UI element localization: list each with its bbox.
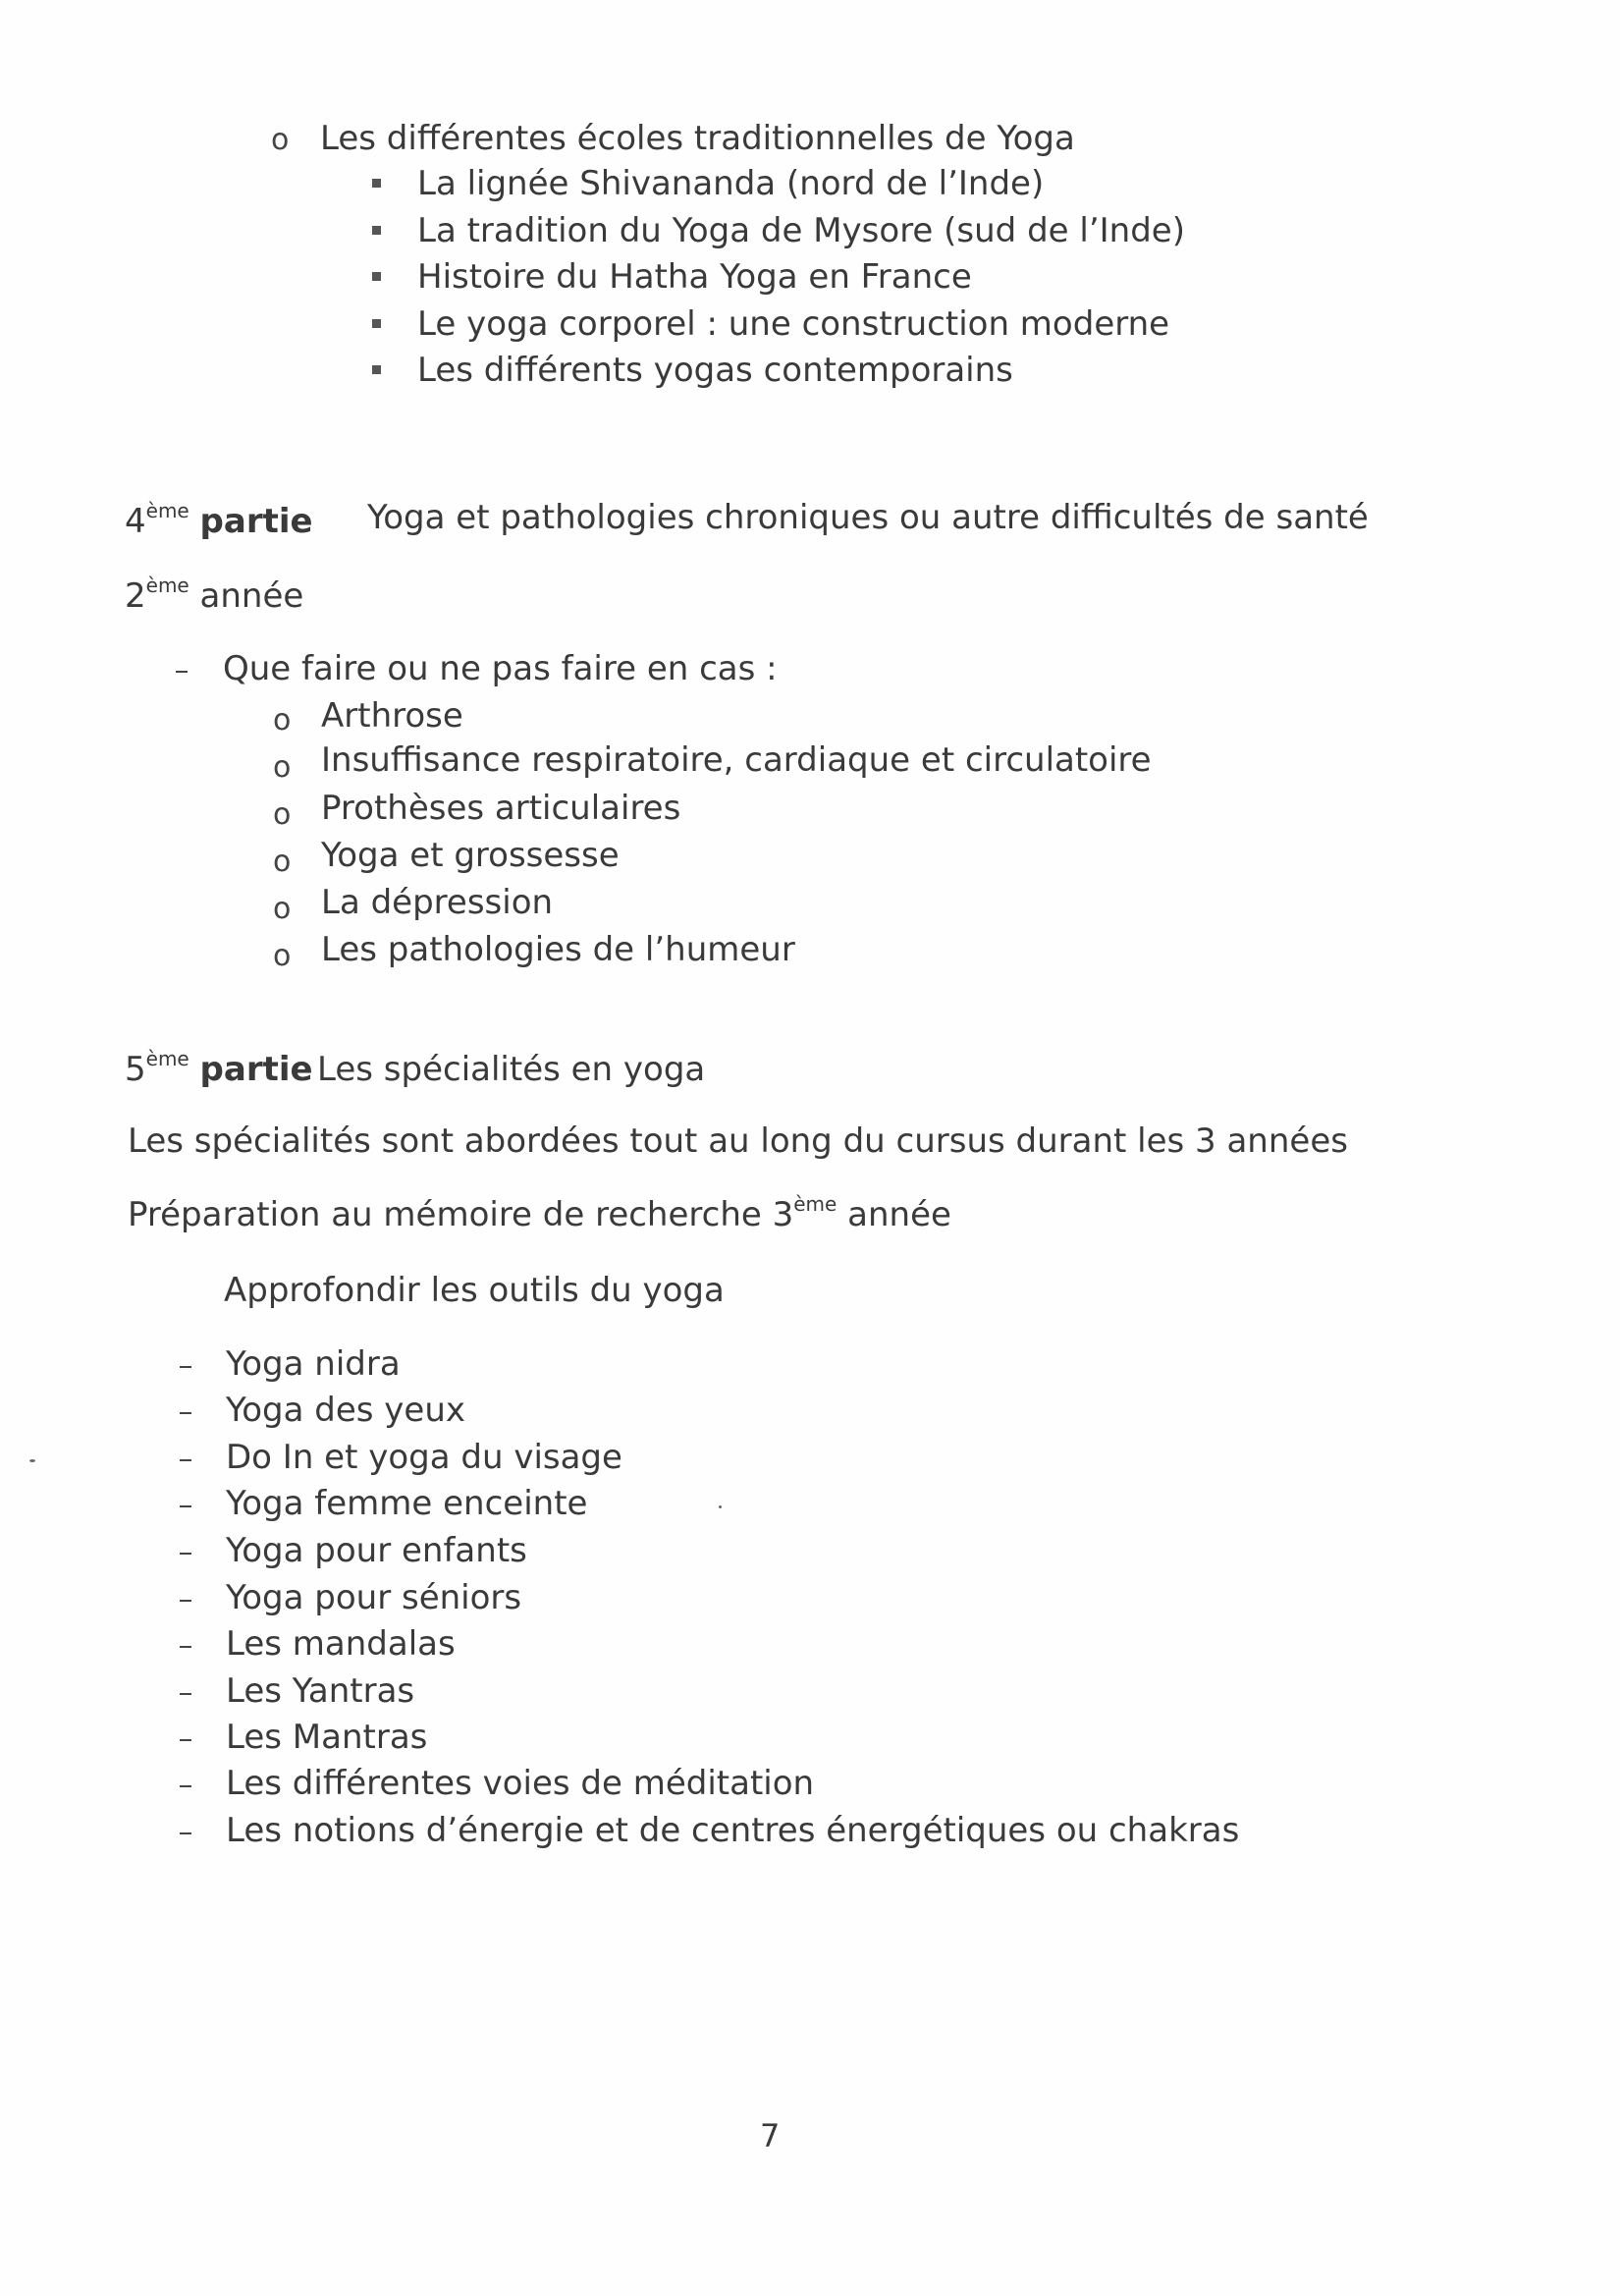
specialty-item: Les différentes voies de méditation (226, 1764, 815, 1803)
part4-title: Yoga et pathologies chroniques ou autre difficultés de santé (367, 498, 1369, 537)
circle-bullet-icon: o (273, 797, 292, 832)
part4-word: partie (199, 502, 313, 541)
page-number: 7 (760, 2117, 781, 2155)
school-item: Les différents yogas contemporains (417, 351, 1013, 390)
condition-item: Yoga et grossesse (321, 836, 620, 875)
condition-item: Prothèses articulaires (321, 789, 681, 828)
condition-item: Les pathologies de l’humeur (321, 930, 795, 969)
specialty-item: Les mandalas (226, 1624, 456, 1664)
specialty-item: Yoga femme enceinte (226, 1484, 588, 1523)
school-item: La tradition du Yoga de Mysore (sud de l’Inde) (417, 211, 1185, 250)
square-bullet-icon (372, 272, 381, 281)
part5-number: 5 (125, 1050, 146, 1089)
part5-para2 (128, 1192, 951, 1234)
dash-bullet-icon (180, 1832, 191, 1834)
part4-label (125, 499, 313, 541)
square-bullet-icon (372, 365, 381, 374)
para2-year: année (847, 1195, 951, 1234)
school-item: La lignée Shivananda (nord de l’Inde) (417, 164, 1045, 203)
dash-bullet-icon (176, 671, 188, 673)
dash-bullet-icon (180, 1412, 191, 1414)
scan-speck (29, 1459, 35, 1462)
dash-bullet-icon (180, 1785, 191, 1787)
dash-bullet-icon (180, 1553, 191, 1555)
dash-bullet-icon (180, 1646, 191, 1648)
specialty-item: Yoga des yeux (226, 1391, 466, 1430)
part4-sup: ème (145, 499, 189, 522)
year-number: 2 (125, 576, 146, 616)
specialty-item: Yoga pour séniors (226, 1578, 522, 1617)
schools-heading: Les différentes écoles traditionnelles de Yoga (320, 119, 1075, 158)
condition-item: Arthrose (321, 696, 463, 736)
para2-text: Préparation au mémoire de recherche 3 (128, 1195, 794, 1234)
specialty-item: Yoga pour enfants (226, 1531, 527, 1570)
circle-bullet-icon: o (273, 750, 292, 785)
year-sup: ème (145, 574, 189, 597)
condition-item: Insuffisance respiratoire, cardiaque et circulatoire (321, 740, 1152, 780)
circle-bullet-icon: o (273, 703, 292, 738)
dash-bullet-icon (180, 1366, 191, 1368)
condition-item: La dépression (321, 883, 554, 922)
circle-bullet-icon: o (273, 892, 292, 926)
dash-bullet-icon (180, 1459, 191, 1461)
part4-intro: Que faire ou ne pas faire en cas : (223, 649, 778, 688)
specialty-item: Les Mantras (226, 1718, 428, 1757)
part5-para1: Les spécialités sont abordées tout au long du cursus durant les 3 années (128, 1121, 1348, 1161)
part4-number: 4 (125, 502, 146, 541)
square-bullet-icon (372, 319, 381, 328)
tools-heading: Approfondir les outils du yoga (224, 1271, 725, 1310)
specialty-item: Les notions d’énergie et de centres énergétiques ou chakras (226, 1811, 1240, 1850)
square-bullet-icon (372, 226, 381, 235)
specialty-item: Les Yantras (226, 1671, 415, 1711)
specialty-item: Yoga nidra (226, 1344, 401, 1384)
part5-sup: ème (145, 1047, 189, 1070)
dash-bullet-icon (180, 1505, 191, 1507)
dash-bullet-icon (180, 1600, 191, 1602)
part4-year (125, 574, 304, 616)
part5-label (125, 1047, 313, 1089)
school-item: Le yoga corporel : une construction moderne (417, 304, 1170, 344)
part5-title: Les spécialités en yoga (317, 1050, 706, 1089)
part5-word: partie (199, 1050, 313, 1089)
dash-bullet-icon (180, 1739, 191, 1741)
school-item: Histoire du Hatha Yoga en France (417, 257, 972, 297)
circle-bullet-icon: o (271, 123, 290, 157)
specialty-item: Do In et yoga du visage (226, 1438, 622, 1477)
square-bullet-icon (372, 179, 381, 188)
dash-bullet-icon (180, 1693, 191, 1695)
scan-speck (719, 1505, 722, 1508)
circle-bullet-icon: o (273, 845, 292, 879)
para2-sup: ème (793, 1192, 837, 1216)
year-word: année (199, 576, 304, 616)
circle-bullet-icon: o (273, 939, 292, 973)
